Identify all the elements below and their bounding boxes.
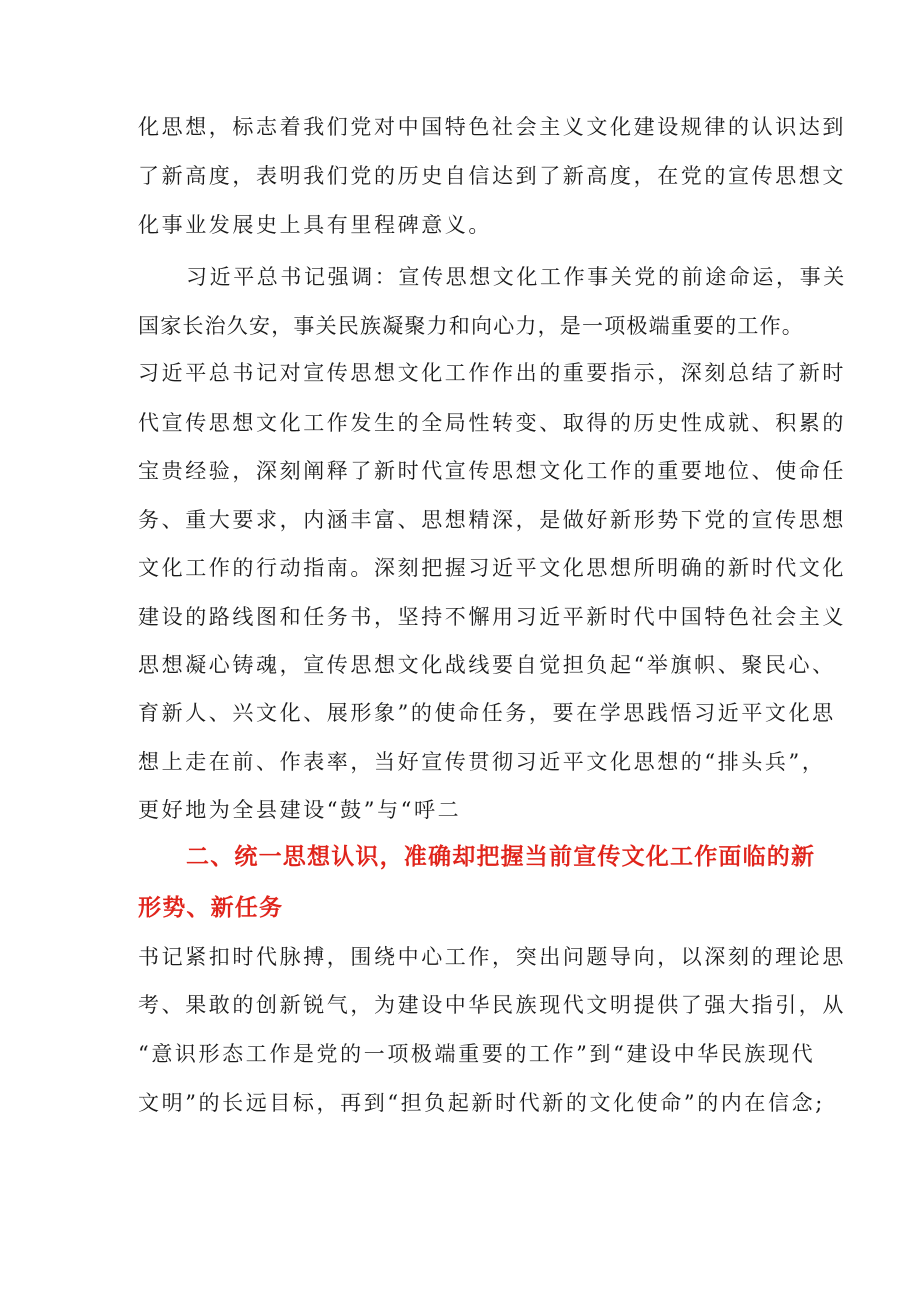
paragraph-1-line-3: 化事业发展史上具有里程碑意义。: [138, 213, 492, 237]
paragraph-2-line-3: 习近平总书记对宣传思想文化工作作出的重要指示，深刻总结了新时: [138, 361, 846, 385]
section-heading-line-2: 形势、新任务: [138, 895, 284, 921]
paragraph-2-line-11: 想上走在前、作表率，当好宣传贯彻习近平文化思想的“排头兵”，: [138, 750, 826, 774]
paragraph-2-line-9: 思想凝心铸魂，宣传思想文化战线要自觉担负起“举旗帜、聚民心、: [138, 653, 836, 677]
paragraph-1-line-2: 了新高度，表明我们党的历史自信达到了新高度，在党的宣传思想文: [138, 164, 846, 188]
paragraph-2-line-2: 国家长治久安，事关民族凝聚力和向心力，是一项极端重要的工作。: [138, 314, 804, 338]
section-heading-line-1: 二、统一思想认识，准确却把握当前宣传文化工作面临的新: [186, 844, 816, 870]
paragraph-3-line-3: “意识形态工作是党的一项极端重要的工作”到“建设中华民族现代: [138, 1042, 816, 1066]
paragraph-3-line-1: 书记紧扣时代脉搏，围绕中心工作，突出问题导向，以深刻的理论思: [138, 945, 846, 969]
paragraph-2-line-4: 代宣传思想文化工作发生的全局性转变、取得的历史性成就、积累的: [138, 411, 846, 435]
paragraph-3-line-2: 考、果敢的创新锐气，为建设中华民族现代文明提供了强大指引，从: [138, 993, 846, 1017]
paragraph-2-line-10: 育新人、兴文化、展形象”的使命任务，要在学思践悟习近平文化思: [138, 701, 836, 725]
paragraph-2-line-1: 习近平总书记强调：宣传思想文化工作事关党的前途命运，事关: [186, 265, 847, 289]
paragraph-2-line-12: 更好地为全县建设“鼓”与“呼二: [138, 798, 462, 822]
paragraph-2-line-7: 文化工作的行动指南。深刻把握习近平文化思想所明确的新时代文化: [138, 556, 846, 580]
paragraph-2-line-8: 建设的路线图和任务书，坚持不懈用习近平新时代中国特色社会主义: [138, 605, 846, 629]
paragraph-1-line-1: 化思想，标志着我们党对中国特色社会主义文化建设规律的认识达到: [138, 115, 846, 139]
paragraph-2-line-5: 宝贵经验，深刻阐释了新时代宣传思想文化工作的重要地位、使命任: [138, 459, 846, 483]
paragraph-2-line-6: 务、重大要求，内涵丰富、思想精深，是做好新形势下党的宣传思想: [138, 508, 846, 532]
paragraph-3-line-4: 文明”的长远目标，再到“担负起新时代新的文化使命”的内在信念;: [138, 1091, 825, 1115]
